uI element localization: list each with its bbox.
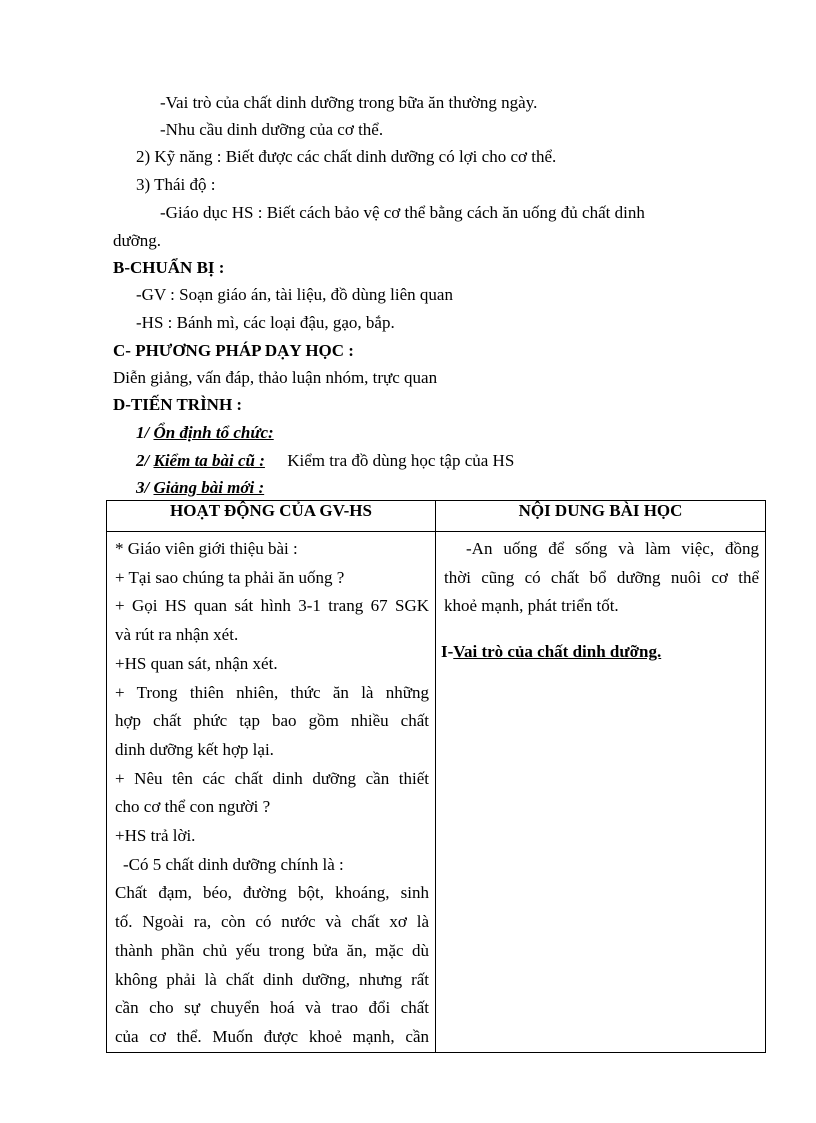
- content-line: thời cũng có chất bổ dưỡng nuôi cơ thể: [444, 567, 759, 587]
- method-text: Diễn giảng, vấn đáp, thảo luận nhóm, trực quan: [113, 368, 438, 387]
- activity-line: -Có 5 chất dinh dưỡng chính là :: [123, 854, 344, 874]
- activity-line: cho cơ thể con người ?: [115, 797, 271, 817]
- objective-needs: -Nhu cầu dinh dưỡng của cơ thể.: [160, 120, 384, 139]
- objective-education: -Giáo dục HS : Biết cách bảo vệ cơ thể bằng cách ăn uống đủ chất dinh: [160, 203, 645, 222]
- activity-line: tố. Ngoài ra, còn có nước và chất xơ là: [115, 912, 429, 932]
- activity-line: của cơ thể. Muốn được khoẻ mạnh, cần: [115, 1026, 429, 1046]
- prep-hs: -HS : Bánh mì, các loại đậu, gạo, bắp.: [136, 313, 395, 332]
- step-1-title: Ổn định tổ chức:: [153, 423, 274, 442]
- activities-header: HOẠT ĐỘNG CỦA GV-HS: [107, 501, 436, 532]
- step-3-number: 3/: [136, 478, 150, 497]
- activity-line: thành phần chủ yếu trong bửa ăn, mặc dù: [115, 940, 429, 960]
- activity-line: + Nêu tên các chất dinh dưỡng cần thiết: [115, 768, 429, 788]
- content-line: khoẻ mạnh, phát triển tốt.: [444, 596, 619, 616]
- objective-role: -Vai trò của chất dinh dưỡng trong bữa ăn thường ngày.: [160, 93, 538, 112]
- method-heading: C- PHƯƠNG PHÁP DẠY HỌC :: [113, 341, 354, 360]
- activity-line: không phải là chất dinh dưỡng, nhưng rất: [115, 969, 429, 989]
- activity-line: dinh dưỡng kết hợp lại.: [115, 739, 274, 759]
- content-header: NỘI DUNG BÀI HỌC: [436, 501, 766, 532]
- activity-line: và rút ra nhận xét.: [115, 625, 239, 645]
- activity-line: +HS trả lời.: [115, 826, 196, 846]
- objective-education-cont: dưỡng.: [113, 231, 161, 250]
- activity-line: + Trong thiên nhiên, thức ăn là những: [115, 682, 429, 702]
- lesson-table-row: [107, 532, 766, 1053]
- content-line: -An uống để sống và làm việc, đồng: [466, 539, 759, 558]
- activity-line: + Gọi HS quan sát hình 3-1 trang 67 SGK: [115, 596, 429, 616]
- section-heading: [441, 638, 759, 667]
- step-1: [136, 422, 274, 444]
- step-2-title: Kiểm ta bài cũ :: [153, 451, 265, 470]
- step-2-text: Kiểm tra đồ dùng học tập của HS: [287, 451, 515, 470]
- step-3: [136, 477, 264, 499]
- lesson-table: [106, 500, 766, 1053]
- objective-skills: 2) Kỹ năng : Biết được các chất dinh dưỡng có lợi cho cơ thể.: [136, 147, 557, 166]
- lesson-table-header: [107, 501, 766, 532]
- objective-attitude: 3) Thái độ :: [136, 175, 216, 194]
- activity-line: cần cho sự chuyển hoá và trao đổi chất: [115, 998, 429, 1018]
- prep-gv: -GV : Soạn giáo án, tài liệu, đồ dùng liên quan: [136, 285, 453, 304]
- step-2-number: 2/: [136, 451, 150, 470]
- activity-line: * Giáo viên giới thiệu bài :: [115, 539, 298, 558]
- activity-line: + Tại sao chúng ta phải ăn uống ?: [115, 567, 345, 587]
- activity-line: +HS quan sát, nhận xét.: [115, 653, 278, 673]
- content-cell: [436, 532, 766, 1053]
- process-heading: D-TIẾN TRÌNH :: [113, 395, 243, 414]
- step-3-title: Giảng bài mới :: [153, 478, 265, 497]
- activity-line: Chất đạm, béo, đường bột, khoáng, sinh: [115, 883, 429, 903]
- activity-line: hợp chất phức tạp bao gồm nhiều chất: [115, 711, 429, 731]
- section-number: I-: [441, 642, 454, 662]
- prep-heading: B-CHUẨN BỊ :: [113, 258, 225, 277]
- activities-cell: [107, 532, 436, 1053]
- section-title: Vai trò của chất dinh dưỡng.: [453, 642, 662, 662]
- step-2: [136, 450, 514, 472]
- step-1-number: 1/: [136, 423, 150, 442]
